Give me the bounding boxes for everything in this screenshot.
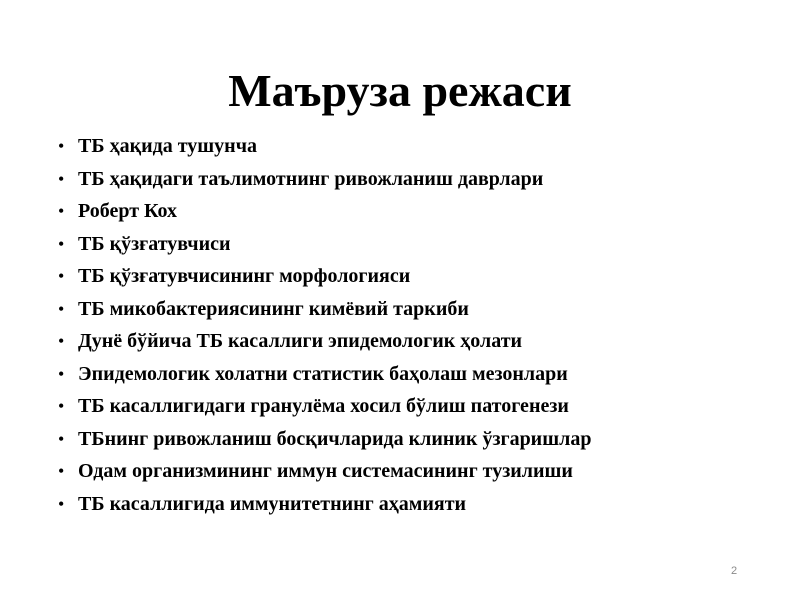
bullet-icon: • <box>58 363 65 384</box>
bullet-item <box>58 260 778 293</box>
slide-title: Маъруза режаси <box>228 65 572 116</box>
bullet-icon: • <box>58 331 65 351</box>
bullet-text: Одам организмининг иммун системасининг тузилиши <box>78 460 573 482</box>
bullet-item <box>58 325 778 358</box>
bullet-icon: • <box>58 201 65 221</box>
bullet-text: ТБ касаллигидаги гранулёма хосил бўлиш патогенези <box>78 395 569 417</box>
bullet-icon: • <box>58 168 65 189</box>
bullet-item <box>58 390 778 423</box>
bullet-text: ТБнинг ривожланиш босқичларида клиник ўзгаришлар <box>78 427 592 450</box>
bullet-text: ТБ ҳақидаги таълимотнинг ривожланиш даврлари <box>78 167 544 190</box>
bullet-text: ТБ микобактериясининг кимёвий таркиби <box>78 297 469 320</box>
bullet-text: ТБ қўзғатувчиси <box>78 232 231 255</box>
bullet-item <box>58 488 778 521</box>
bullet-icon: • <box>58 396 65 416</box>
bullet-item <box>58 358 778 391</box>
bullet-item <box>58 293 778 326</box>
bullet-icon: • <box>58 461 65 481</box>
bullet-text: Эпидемологик холатни статистик баҳолаш мезонлари <box>78 362 568 385</box>
bullet-icon: • <box>58 298 65 319</box>
bullet-icon: • <box>58 136 65 156</box>
bullet-list <box>58 130 778 520</box>
bullet-item <box>58 163 778 196</box>
bullet-item <box>58 455 778 488</box>
bullet-icon: • <box>58 233 65 254</box>
page-number: 2 <box>730 565 738 577</box>
bullet-text: ТБ ҳақида тушунча <box>78 135 257 157</box>
bullet-item <box>58 195 778 228</box>
bullet-icon: • <box>58 428 65 449</box>
bullet-item <box>58 228 778 261</box>
bullet-text: Дунё бўйича ТБ касаллиги эпидемологик ҳолати <box>78 330 523 352</box>
bullet-text: ТБ касаллигида иммунитетнинг аҳамияти <box>78 492 467 515</box>
bullet-item <box>58 423 778 456</box>
bullet-text: ТБ қўзғатувчисининг морфологияси <box>78 265 411 287</box>
bullet-text: Роберт Кох <box>78 200 178 222</box>
bullet-icon: • <box>58 266 65 286</box>
bullet-item <box>58 130 778 163</box>
bullet-icon: • <box>58 493 65 514</box>
